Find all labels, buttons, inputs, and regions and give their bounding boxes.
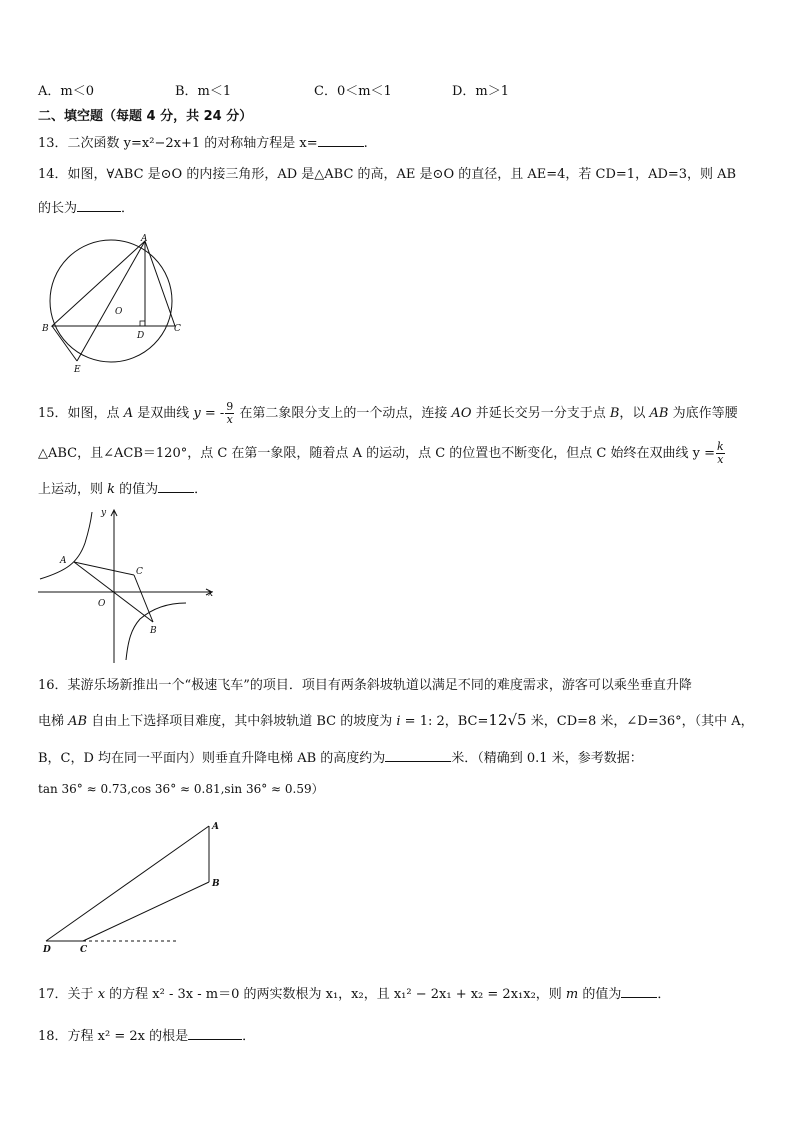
option-d: D．m＞1 (452, 84, 510, 99)
question-16-line3 (38, 748, 643, 768)
q17-t3: 的方程 x² - 3x - m＝0 的两实数根为 x₁，x₂，且 x₁² − 2x₁ + x₂ = 2x₁x₂，则 (105, 987, 566, 1002)
q17-blank (621, 984, 657, 998)
option-b: B．m＜1 (175, 84, 232, 99)
q14-end: ． (121, 201, 135, 216)
q15-blank (158, 479, 194, 493)
q15-l3-t2: k (107, 482, 116, 497)
question-17 (38, 984, 670, 1004)
q15-t9: ，以 (619, 406, 650, 421)
q16-label-d: D (43, 945, 51, 955)
q15-frac-den: x (226, 413, 233, 426)
q14-label-e: E (74, 365, 81, 375)
q16-label-a: A (212, 822, 219, 832)
q15-label-y: y (101, 508, 107, 518)
question-15-line3 (38, 479, 207, 499)
q17-t2: x (97, 987, 106, 1002)
q15-t7: 并延长交另一分支于点 (471, 406, 610, 421)
q15-label-o: O (98, 599, 106, 609)
q15-label-a: A (60, 556, 67, 566)
q16-l3-t2: 米．（精确到 0.1 米，参考数据： (451, 751, 643, 766)
q15-l3-t3: 的值为 (115, 482, 159, 497)
q17-t1: 17．关于 (38, 987, 98, 1002)
question-15-line1 (38, 398, 738, 430)
question-15-line2 (38, 438, 726, 470)
q15-t4: y = - (193, 406, 225, 421)
question-18 (38, 1026, 255, 1046)
q14-label-b: B (42, 324, 49, 334)
q15-t8: B (609, 406, 620, 421)
option-c: C．0＜m＜1 (314, 84, 392, 99)
q15-fraction-2 (716, 441, 725, 466)
question-16-line2 (38, 711, 754, 731)
q15-l3-end: ． (194, 482, 208, 497)
q18-text: 18．方程 x² = 2x 的根是 (38, 1029, 189, 1044)
question-14-line2 (38, 198, 134, 218)
q14-prefix: 的长为 (38, 201, 78, 216)
q13-blank (318, 133, 364, 147)
q15-frac-num: 9 (226, 400, 234, 413)
q15-t11: 为底作等腰 (668, 406, 738, 421)
q15-hyperbola-figure (36, 503, 221, 665)
q15-t10: AB (649, 406, 669, 421)
q13-end: . (363, 136, 368, 151)
q15-t2: A (123, 406, 134, 421)
question-14-line1: 14．如图，∀ABC 是⊙O 的内接三角形，AD 是△ABC 的高，AE 是⊙O 的直径，且 AE=4，若 CD=1，AD=3，则 AB (38, 167, 737, 182)
question-16-line1: 16．某游乐场新推出一个“极速飞车”的项目．项目有两条斜坡轨道以满足不同的难度需求，游客可以乘坐垂直升降 (38, 678, 692, 693)
q16-l2-t4: i (396, 714, 401, 729)
q16-l3-t1: B，C，D 均在同一平面内）则垂直升降电梯 AB 的高度约为 (38, 751, 386, 766)
q16-l2-t5: = 1: 2，BC= (400, 714, 489, 729)
q17-t5: 的值为 (578, 987, 622, 1002)
q16-label-b: B (212, 879, 220, 889)
q15-label-c: C (136, 567, 143, 577)
q16-label-c: C (80, 945, 88, 955)
option-a: A．m＜0 (38, 84, 94, 99)
section-heading: 二、填空题（每题 4 分，共 24 分） (38, 109, 253, 124)
q18-end: ． (242, 1029, 256, 1044)
q15-line2-text: △ABC，且∠ACB＝120°，点 C 在第一象限，随着点 A 的运动，点 C 的位置也不断变化，但点 C 始终在双曲线 y = (38, 446, 716, 461)
q17-t4: m (565, 987, 579, 1002)
q15-t3: 是双曲线 (133, 406, 194, 421)
q15-l3-t1: 上运动，则 (38, 482, 108, 497)
q16-blank (385, 748, 451, 762)
q16-l2-t3: 自由上下选择项目难度，其中斜坡轨道 BC 的坡度为 (87, 714, 397, 729)
q16-l2-t7: 米，CD=8 米，∠D=36°，（其中 A， (526, 714, 754, 729)
q14-circle-figure (40, 232, 190, 377)
q15-label-b: B (150, 626, 157, 636)
q18-blank (188, 1026, 242, 1040)
question-16-line4: tan 36° ≈ 0.73,cos 36° ≈ 0.81,sin 36° ≈ 0.59） (38, 782, 324, 796)
q16-l2-t2: AB (68, 714, 88, 729)
q15-t5: 在第二象限分支上的一个动点，连接 (235, 406, 452, 421)
q15-frac2-num: k (717, 440, 724, 453)
q14-label-c: C (174, 324, 181, 334)
q17-end: ． (657, 987, 671, 1002)
q16-slope-figure (40, 818, 230, 956)
question-13 (38, 133, 368, 153)
q14-label-a: A (141, 234, 148, 244)
q15-frac2-den: x (717, 453, 724, 466)
q15-t6: AO (451, 406, 472, 421)
q14-label-d: D (137, 331, 145, 341)
q16-l2-t1: 电梯 (38, 714, 69, 729)
q13-text: 13．二次函数 y=x²−2x+1 的对称轴方程是 x= (38, 136, 318, 151)
q16-l2-t6: 12√5 (488, 711, 527, 729)
q14-label-o: O (115, 307, 123, 317)
q15-t1: 15．如图，点 (38, 406, 124, 421)
q15-label-x: x (208, 589, 214, 599)
q15-fraction (225, 401, 234, 426)
q14-blank (77, 198, 121, 212)
